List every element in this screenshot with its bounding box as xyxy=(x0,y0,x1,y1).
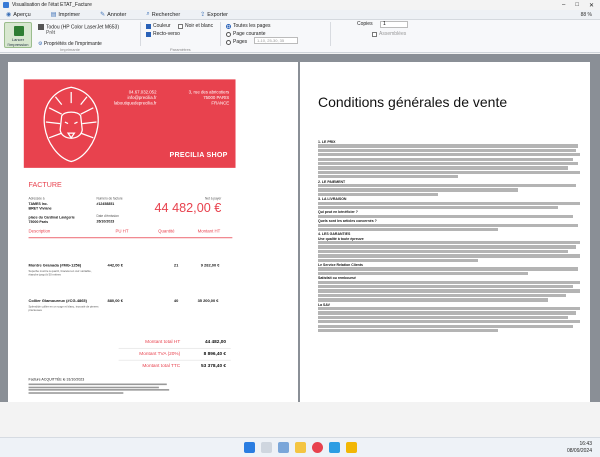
text-line xyxy=(318,289,580,292)
text-line xyxy=(318,254,580,257)
paid-notice: Facture ACQUITTÉE le 31/10/2023 xyxy=(28,377,85,382)
text-line xyxy=(318,298,548,301)
windev-icon[interactable] xyxy=(346,442,357,453)
text-line xyxy=(318,162,578,165)
printer-name: Todou (HP Color LaserJet M653) xyxy=(46,24,119,31)
text-line xyxy=(318,259,478,262)
text-line xyxy=(318,325,573,328)
row-product-name: Collier Glamoureux (#CG-4865) xyxy=(28,299,87,304)
shop-name: PRECILIA SHOP xyxy=(169,150,228,159)
terms-heading: Quels sont les articles concernés ? xyxy=(318,219,377,224)
app-icon[interactable] xyxy=(329,442,340,453)
column-total: Montant HT xyxy=(197,229,221,235)
tab-apercu-label: Aperçu xyxy=(13,11,31,18)
terms-heading: Qui peut en bénéficier ? xyxy=(318,210,358,215)
text-line xyxy=(318,153,580,156)
shop-website: laboutiquedeprecilia.fr xyxy=(113,101,157,107)
terms-heading: La SAV xyxy=(318,302,330,307)
group-printer-label: Imprimante xyxy=(60,47,81,52)
divider xyxy=(330,22,331,46)
tab-imprimer-label: Imprimer xyxy=(58,11,81,18)
net-to-pay-label: Net à payer xyxy=(204,196,222,201)
export-icon: ⇪ xyxy=(200,12,206,18)
text-line xyxy=(318,241,580,244)
radio-selected-icon xyxy=(226,24,231,29)
text-line xyxy=(318,202,580,205)
text-line xyxy=(318,320,580,323)
text-line xyxy=(318,224,578,227)
group-options-label: Paramètres xyxy=(170,47,191,52)
browser-icon[interactable] xyxy=(312,442,323,453)
shop-address-line2: 75000 PARIS xyxy=(203,95,230,101)
issue-date: 26/10/2023 xyxy=(96,219,115,224)
title-bar xyxy=(0,0,600,10)
start-icon[interactable] xyxy=(244,442,255,453)
row-product-description: Superbe montre à quartz, bracelet en cuir véritable, étanche jusqu'à 50 mètres xyxy=(28,269,92,277)
text-line xyxy=(318,329,498,332)
terms-body xyxy=(318,140,580,333)
invoice-number-label: Numéro de facture xyxy=(96,196,123,201)
task-view-icon[interactable] xyxy=(278,442,289,453)
addressed-to-label: Adressée à xyxy=(28,196,45,201)
clock-date: 08/09/2024 xyxy=(566,448,592,454)
legal-fine-print xyxy=(29,384,171,395)
client-address-line2: 75000 Paris xyxy=(28,219,49,224)
tab-rechercher[interactable] xyxy=(146,11,180,18)
terms-page xyxy=(300,62,590,402)
row-total: 9 282,00 € xyxy=(200,263,220,269)
preview-icon: ◉ xyxy=(6,12,12,18)
text-line xyxy=(318,250,568,253)
vat-label: Montant TVA (20%) xyxy=(139,351,181,357)
text-line xyxy=(318,144,578,147)
pages-range-input[interactable]: 1-10, 25-30, 35 xyxy=(254,37,298,44)
shop-country: FRANCE xyxy=(211,101,230,107)
text-line xyxy=(318,294,566,297)
text-line xyxy=(318,193,438,196)
main-toolbar xyxy=(0,10,600,20)
text-line xyxy=(318,281,580,284)
checkbox-checked-icon xyxy=(146,32,151,37)
zoom-level[interactable]: 88 % xyxy=(580,11,592,18)
tab-exporter[interactable] xyxy=(200,11,228,18)
row-quantity: 40 xyxy=(173,299,179,304)
net-to-pay-amount: 44 482,00 € xyxy=(154,201,222,216)
text-line xyxy=(318,267,578,270)
text-line xyxy=(318,272,528,275)
clock-time: 16:43 xyxy=(579,441,592,447)
printer-select[interactable] xyxy=(38,24,119,36)
shop-address xyxy=(189,90,230,107)
print-ribbon xyxy=(0,20,600,53)
search-icon[interactable] xyxy=(261,442,272,453)
duplex-checkbox[interactable] xyxy=(146,31,180,37)
invoice-title: FACTURE xyxy=(28,180,62,189)
totals-divider xyxy=(119,360,231,361)
tab-imprimer[interactable] xyxy=(51,11,80,18)
tab-rechercher-label: Rechercher xyxy=(151,11,181,18)
column-quantity: Quantité xyxy=(158,229,175,235)
issue-date-label: Date d'émission xyxy=(96,213,119,218)
color-checkbox[interactable] xyxy=(146,23,171,29)
checkbox-checked-icon xyxy=(146,24,151,29)
terms-heading: 3. LA LIVRAISON xyxy=(318,197,347,202)
printer-properties-label: Propriétés de l'imprimante xyxy=(43,41,102,47)
tab-annoter-label: Annoter xyxy=(107,11,127,18)
totals-divider xyxy=(119,348,231,349)
all-pages-label: Toutes les pages xyxy=(233,23,271,29)
search-icon: ⌕ xyxy=(146,11,150,17)
copies-label: Copies xyxy=(357,21,373,27)
text-line xyxy=(318,149,576,152)
collate-checkbox[interactable] xyxy=(372,31,406,37)
launch-print-label: Lancer l'impression xyxy=(7,37,29,47)
vat-value: 8 896,40 € xyxy=(203,351,227,357)
terms-heading: Le Service Relation Clients xyxy=(318,263,363,268)
text-line xyxy=(318,158,573,161)
terms-heading: 2. LE PAIEMENT xyxy=(318,179,346,184)
bw-checkbox[interactable] xyxy=(178,23,213,29)
column-unit-price: PU HT xyxy=(115,229,129,235)
invoice-banner xyxy=(24,79,236,167)
invoice-number: #12458851 xyxy=(96,201,115,206)
collate-label: Assemblées xyxy=(379,31,407,37)
table-header-divider xyxy=(29,237,233,238)
preview-area[interactable] xyxy=(0,54,600,402)
text-line xyxy=(318,285,573,288)
window-controls xyxy=(562,2,594,9)
text-line xyxy=(318,188,518,191)
checkbox-empty-icon xyxy=(372,32,377,37)
launch-print-button[interactable] xyxy=(4,22,32,48)
terms-heading: Une qualité à toute épreuve xyxy=(318,236,364,241)
printer-device-icon xyxy=(38,24,44,30)
tab-exporter-label: Exporter xyxy=(207,11,228,18)
row-unit-price: 442,00 € xyxy=(107,263,123,269)
taskbar xyxy=(0,437,600,457)
client-contact: BRET Viviane xyxy=(28,206,52,211)
client-address-line1: place du Cardinal Lavigerie xyxy=(28,215,75,220)
all-pages-radio[interactable] xyxy=(226,23,271,29)
text-line xyxy=(318,206,558,209)
row-product-name: Montre Granada (#MG-1256) xyxy=(28,263,82,269)
total-ttc-label: Montant total TTC xyxy=(142,363,181,369)
window-title: Visualisation de l'état ETAT_Facture xyxy=(12,2,92,8)
properties-icon: ⚙ xyxy=(38,41,43,47)
invoice-page xyxy=(8,62,298,402)
printer-status: Prêt xyxy=(46,30,56,37)
lion-logo-icon xyxy=(38,84,104,163)
row-quantity: 21 xyxy=(173,263,179,269)
divider xyxy=(220,22,221,46)
text-line xyxy=(318,228,498,231)
text-line xyxy=(318,175,458,178)
system-clock[interactable] xyxy=(567,441,592,455)
text-line xyxy=(318,166,568,169)
terms-title: Conditions générales de vente xyxy=(318,94,508,110)
close-button[interactable]: ✕ xyxy=(588,2,594,9)
text-line xyxy=(318,316,568,319)
tab-annoter[interactable] xyxy=(100,11,126,18)
duplex-label: Recto-verso xyxy=(153,31,180,37)
minimize-button[interactable]: – xyxy=(562,1,566,8)
print-icon xyxy=(14,26,24,36)
pencil-icon: ✎ xyxy=(100,12,106,18)
color-label: Couleur xyxy=(153,23,171,29)
total-ht-label: Montant total HT xyxy=(145,340,181,345)
pages-label: Pages xyxy=(233,39,248,45)
shop-email: info@precilia.fr xyxy=(127,95,157,101)
terms-heading: 1. LE PRIX xyxy=(318,140,336,144)
text-line xyxy=(318,184,576,187)
divider xyxy=(140,22,141,46)
total-ht-value: 44 482,00 xyxy=(204,340,227,345)
row-total: 35 200,00 € xyxy=(197,299,219,304)
shop-contact xyxy=(114,90,157,107)
row-product-description: Splendide collier en or rouge et blanc, incrusté de pierres précieuses xyxy=(28,305,99,312)
maximize-button[interactable]: □ xyxy=(575,1,579,8)
total-ttc-value: 53 378,40 € xyxy=(200,363,227,369)
checkbox-empty-icon xyxy=(178,24,183,29)
row-unit-price: 880,00 € xyxy=(107,299,123,304)
client-block xyxy=(29,202,75,224)
text-line xyxy=(318,307,580,310)
tab-apercu[interactable] xyxy=(6,11,31,18)
column-description: Description xyxy=(28,229,51,235)
text-line xyxy=(318,171,580,174)
text-line xyxy=(318,245,576,248)
shop-address-line1: 3, rue des abricotiers xyxy=(188,90,230,96)
bw-label: Noir et blanc xyxy=(185,23,214,29)
terms-heading: 4. LES GARANTIES xyxy=(318,232,351,237)
file-explorer-icon[interactable] xyxy=(295,442,306,453)
pages-radio[interactable] xyxy=(226,39,247,45)
current-page-label: Page courante xyxy=(233,31,266,37)
app-icon xyxy=(3,2,9,8)
radio-empty-icon xyxy=(226,32,231,37)
text-line xyxy=(318,215,573,218)
text-line xyxy=(318,311,576,314)
printer-icon: ▤ xyxy=(50,12,57,18)
radio-empty-icon xyxy=(226,40,231,45)
terms-heading: Satisfait ou remboursé xyxy=(318,276,356,281)
client-name: TAMES Inc. xyxy=(28,201,48,206)
shop-phone: 04.67.032.052 xyxy=(128,90,157,96)
copies-input[interactable]: 1 xyxy=(380,21,408,28)
